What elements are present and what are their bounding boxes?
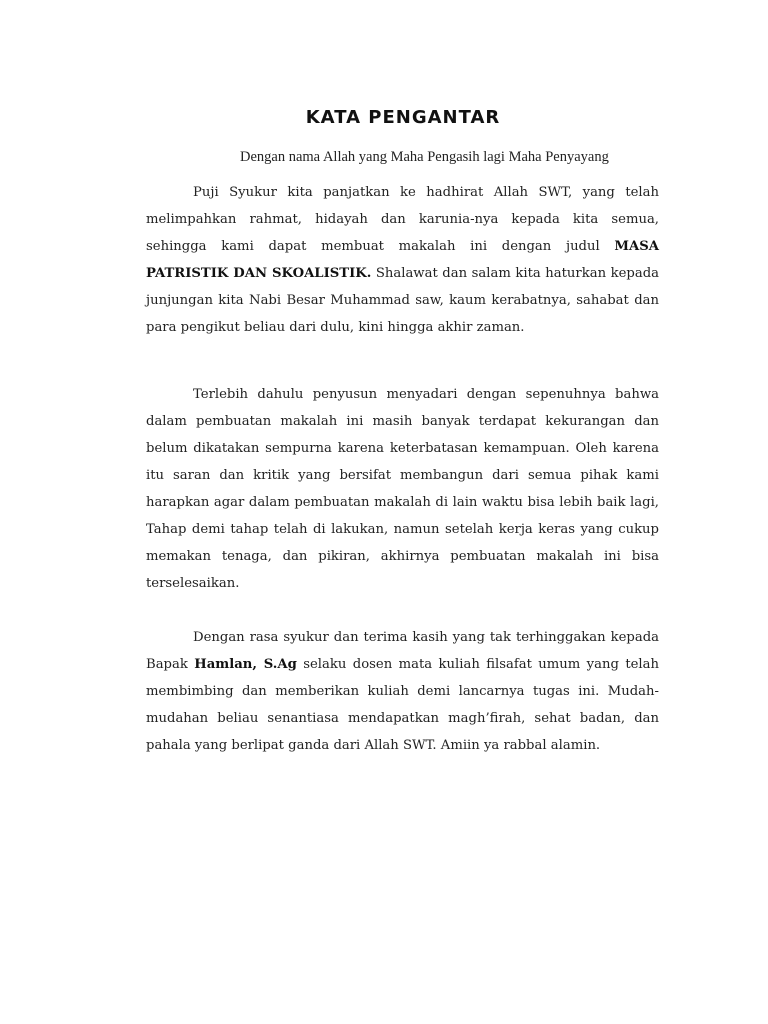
paragraph-opening-text-b: Shalawat dan salam kita haturkan kepada junjungan kita Nabi Besar Muhammad saw, kaum kerabatnya, sahabat dan para pengikut beliau dari dulu, kini hingga akhir zaman. xyxy=(146,266,659,335)
paragraph-opening-text-a: Puji Syukur kita panjatkan ke hadhirat Allah SWT, yang telah melimpahkan rahmat, hidayah dan karunia-nya kepada kita semua, sehingga kami dapat membuat makalah ini dengan judul xyxy=(146,185,659,254)
lecturer-name-bold: Hamlan, S.Ag xyxy=(194,657,297,672)
paragraph-thanks-text-a: Dengan rasa syukur dan terima kasih yang tak terhinggakan kepada Bapak xyxy=(146,630,659,672)
paragraph-acknowledgement: Terlebih dahulu penyusun menyadari dengan sepenuhnya bahwa dalam pembuatan makalah ini masih banyak terdapat kekurangan dan belum dikatakan sempurna karena keterbatasan kemampuan. Oleh karena itu saran dan kritik yang bersifat membangun dari semua pihak kami harapkan agar dalam pembuatan makalah di lain waktu bisa lebih baik lagi, Tahap demi tahap telah di lakukan, namun setelah kerja keras yang cukup memakan tenaga, dan pikiran, akhirnya pembuatan makalah ini bisa terselesaikan. xyxy=(146,387,659,591)
paragraph-thanks xyxy=(146,624,659,759)
paragraph-opening xyxy=(146,179,659,341)
paragraph-thanks-text-b: selaku dosen mata kuliah filsafat umum yang telah membimbing dan memberikan kuliah demi lancarnya tugas ini. Mudah-mudahan beliau senantiasa mendapatkan magh’firah, sehat badan, dan pahala yang berlipat ganda dari Allah SWT. Amiin ya rabbal alamin. xyxy=(146,657,659,753)
page-title: KATA PENGANTAR xyxy=(305,107,501,128)
basmala-subtitle: Dengan nama Allah yang Maha Pengasih lagi Maha Penyayang xyxy=(240,149,609,165)
paper-title-bold: MASA PATRISTIK DAN SKOALISTIK. xyxy=(146,239,659,281)
